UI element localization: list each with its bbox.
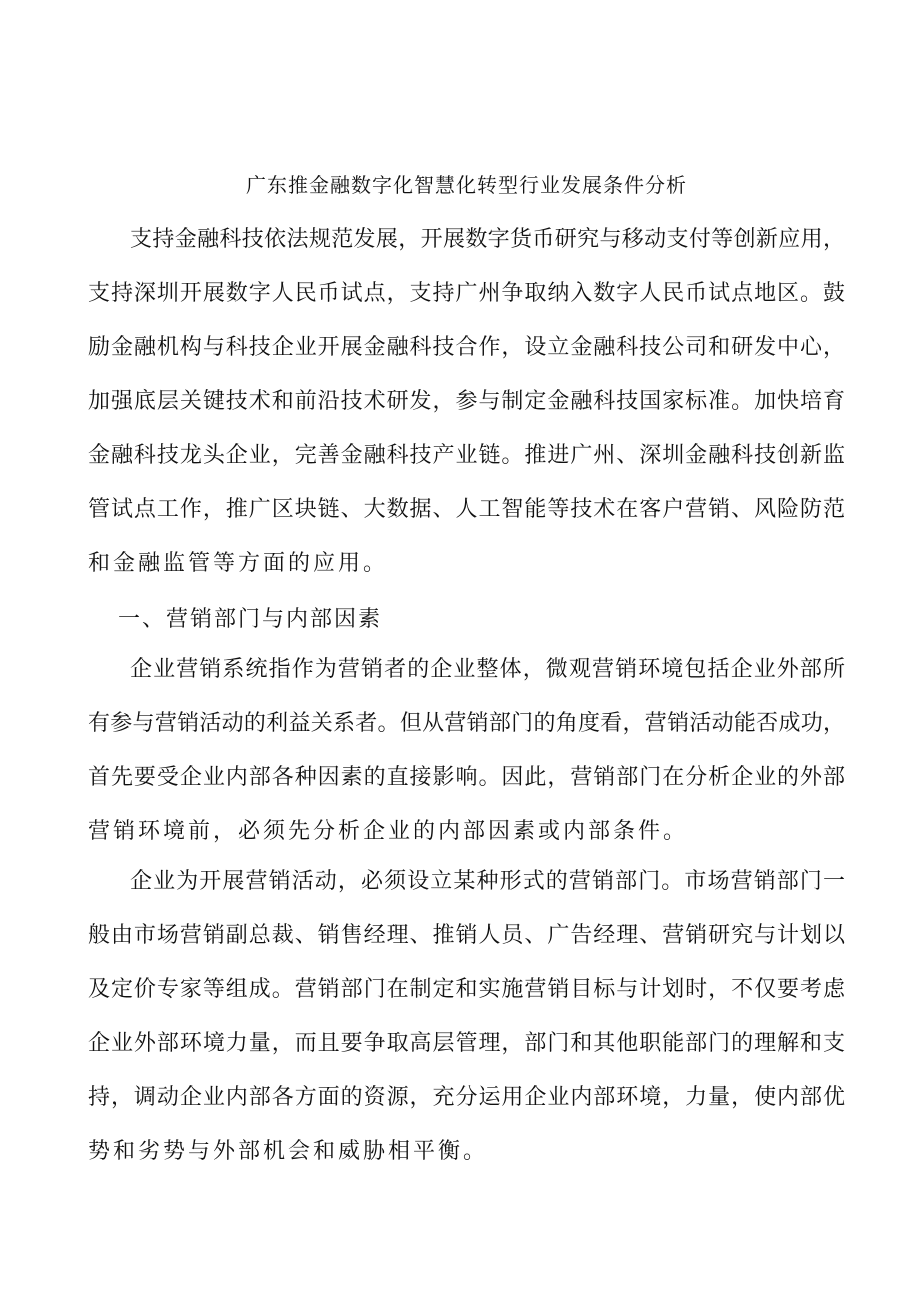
text-line: 励金融机构与科技企业开展金融科技合作，设立金融科技公司和研发中心，: [88, 335, 845, 360]
document-title: 广东推金融数字化智慧化转型行业发展条件分析: [246, 173, 687, 197]
section-heading: 一、营销部门与内部因素: [118, 607, 383, 632]
text-line: 支持金融科技依法规范发展，开展数字货币研究与移动支付等创新应用，: [130, 227, 845, 252]
text-line: 加强底层关键技术和前沿技术研发，参与制定金融科技国家标准。加快培育: [88, 389, 845, 414]
text-line: 企业为开展营销活动，必须设立某种形式的营销部门。市场营销部门一: [130, 869, 845, 894]
paragraph-3: [88, 855, 845, 1179]
text-line: 首先要受企业内部各种因素的直接影响。因此，营销部门在分析企业的外部: [88, 765, 845, 790]
text-line: 和金融监管等方面的应用。: [88, 551, 389, 576]
text-line: 企业外部环境力量，而且要争取高层管理，部门和其他职能部门的理解和支: [88, 1031, 845, 1056]
text-line: 般由市场营销副总裁、销售经理、推销人员、广告经理、营销研究与计划以: [88, 923, 845, 948]
paragraph-1: [88, 213, 845, 591]
text-line: 金融科技龙头企业，完善金融科技产业链。推进广州、深圳金融科技创新监: [88, 443, 845, 468]
text-line: 营销环境前，必须先分析企业的内部因素或内部条件。: [88, 819, 689, 844]
text-line: 支持深圳开展数字人民币试点，支持广州争取纳入数字人民币试点地区。鼓: [88, 281, 845, 306]
paragraph-2: [88, 643, 845, 859]
text-line: 持，调动企业内部各方面的资源，充分运用企业内部环境，力量，使内部优: [88, 1085, 845, 1110]
text-line: 及定价专家等组成。营销部门在制定和实施营销目标与计划时，不仅要考虑: [88, 977, 845, 1002]
text-line: 企业营销系统指作为营销者的企业整体，微观营销环境包括企业外部所: [130, 657, 845, 682]
text-line: 势和劣势与外部机会和威胁相平衡。: [88, 1139, 489, 1164]
text-line: 有参与营销活动的利益关系者。但从营销部门的角度看，营销活动能否成功，: [88, 711, 845, 736]
text-line: 管试点工作，推广区块链、大数据、人工智能等技术在客户营销、风险防范: [88, 497, 845, 522]
